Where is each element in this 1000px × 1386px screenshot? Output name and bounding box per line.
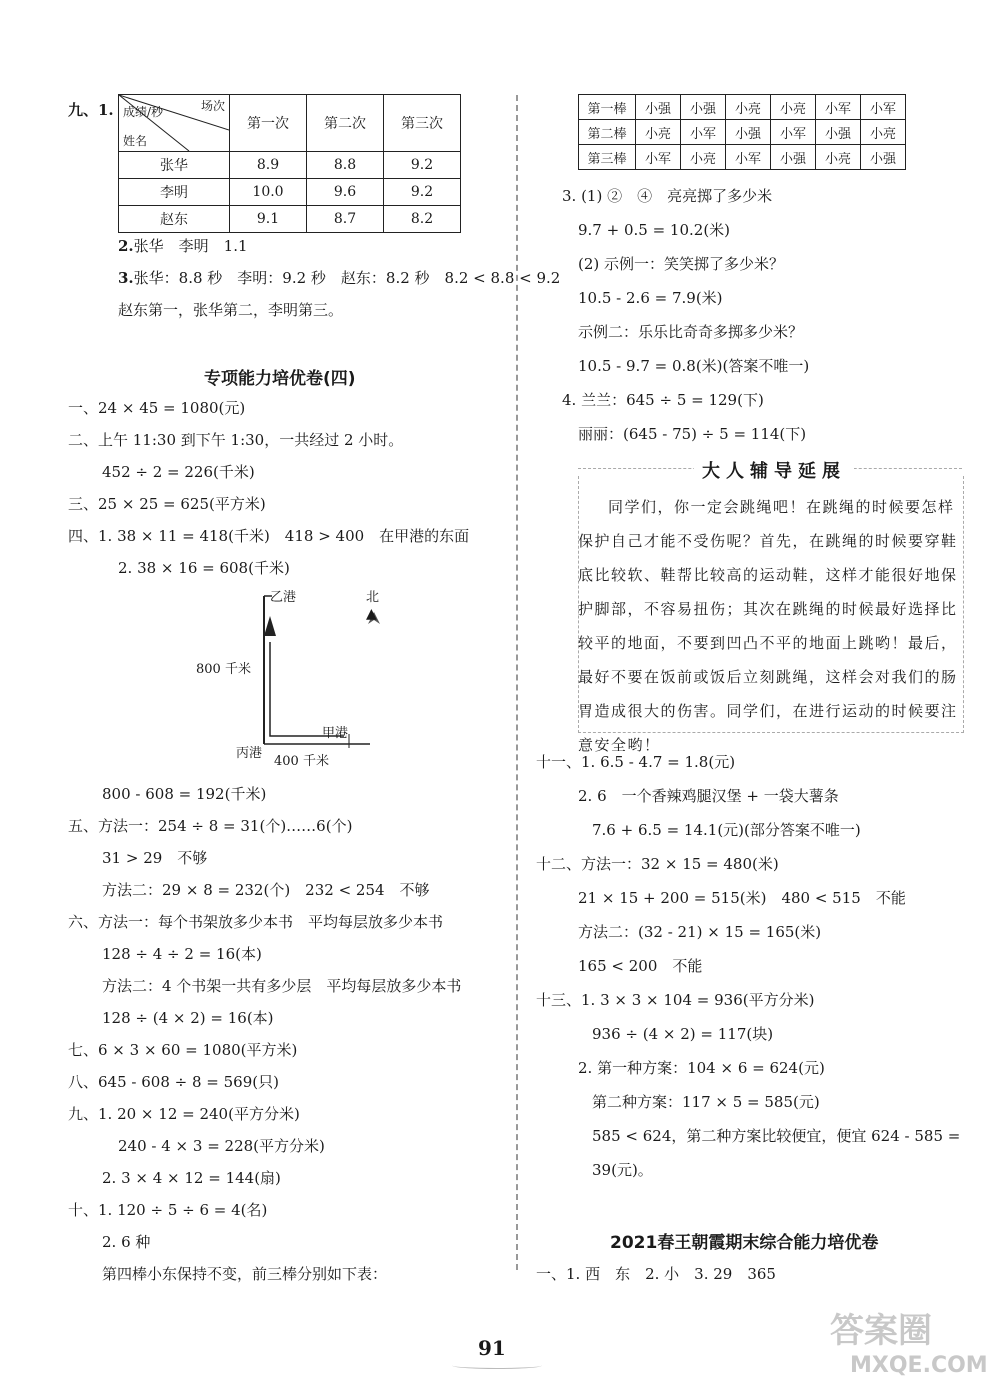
answer-line: 十二、方法一：32 × 15 = 480(米) (536, 855, 779, 873)
answer-line: (2) 示例一：笑笑掷了多少米？ (578, 255, 785, 273)
answer-line: 10.5 - 9.7 = 0.8(米)(答案不唯一) (578, 357, 810, 375)
vertical-distance-label: 800 千米 (196, 662, 251, 677)
header-cell: 第三次 (384, 95, 461, 152)
value-cell: 9.1 (230, 206, 307, 233)
header-cell: 第一次 (230, 95, 307, 152)
answer-line: 3.张华：8.8 秒 李明：9.2 秒 赵东：8.2 秒 8.2 < 8.8 < 9.2 (118, 269, 561, 287)
tips-box-title: 大人辅导延展 (694, 457, 854, 483)
value-cell: 8.7 (307, 206, 384, 233)
table-row (119, 179, 461, 206)
value-cell: 8.8 (307, 152, 384, 179)
value-cell: 小亮 (726, 95, 771, 120)
answer-line: 2.张华 李明 1.1 (118, 237, 248, 255)
value-cell: 小军 (726, 145, 771, 170)
value-cell: 小亮 (636, 120, 681, 145)
jia-port-label: 甲港 (322, 726, 349, 741)
name-cell: 李明 (119, 179, 230, 206)
answer-line: 一、1. 西 东 2. 小 3. 29 365 (536, 1265, 776, 1283)
row-label: 第三棒 (579, 145, 636, 170)
answer-line: 方法二：29 × 8 = 232(个) 232 < 254 不够 (102, 881, 430, 899)
value-cell: 小军 (681, 120, 726, 145)
answer-line: 800 - 608 = 192(千米) (102, 785, 267, 803)
value-cell: 10.0 (230, 179, 307, 206)
answer-line: 八、645 - 608 ÷ 8 = 569(只) (68, 1073, 279, 1091)
answer-line: 3. (1) ② ④ 亮亮掷了多少米 (562, 187, 773, 205)
name-cell: 张华 (119, 152, 230, 179)
value-cell: 小强 (681, 95, 726, 120)
value-cell: 小强 (861, 145, 906, 170)
page-number-ornament (452, 1362, 542, 1369)
value-cell: 9.2 (384, 152, 461, 179)
yi-port-label: 乙港 (270, 590, 297, 605)
corner-mid-label: 成绩/秒 (123, 105, 164, 119)
value-cell: 8.2 (384, 206, 461, 233)
answer-line: 2. 38 × 16 = 608(千米) (118, 559, 290, 577)
answer-line: 9.7 + 0.5 = 10.2(米) (578, 221, 731, 239)
bing-port-label: 丙港 (236, 746, 263, 761)
section-title: 专项能力培优卷(四) (204, 369, 356, 389)
value-cell: 小亮 (771, 95, 816, 120)
answer-line: 九、1. 20 × 12 = 240(平方分米) (68, 1105, 300, 1123)
north-label: 北 (366, 590, 380, 605)
watermark-logo (820, 1300, 990, 1380)
score-table (118, 94, 461, 233)
answer-line: 2. 第一种方案：104 × 6 = 624(元) (578, 1059, 825, 1077)
north-arrow-icon: ▲ (366, 606, 377, 622)
row-label: 第二棒 (579, 120, 636, 145)
relay-table (578, 94, 906, 170)
value-cell: 小军 (771, 120, 816, 145)
answer-line: 二、上午 11:30 到下午 1:30，一共经过 2 小时。 (68, 431, 404, 449)
page-number: 91 (478, 1336, 506, 1360)
table-row (579, 120, 906, 145)
answer-line: 四、1. 38 × 11 = 418(千米) 418 > 400 在甲港的东面 (68, 527, 470, 545)
value-cell: 小强 (726, 120, 771, 145)
answer-line: 7.6 + 6.5 = 14.1(元)(部分答案不唯一) (592, 821, 861, 839)
answer-line: 2. 6 种 (102, 1233, 151, 1251)
row-label: 第一棒 (579, 95, 636, 120)
table-corner-cell (119, 95, 230, 152)
answer-line: 赵东第一，张华第二，李明第三。 (118, 301, 344, 319)
answer-line: 128 ÷ (4 × 2) = 16(本) (102, 1009, 274, 1027)
q9-1-label: 九、1. (68, 101, 114, 119)
answer-line: 十一、1. 6.5 - 4.7 = 1.8(元) (536, 753, 736, 771)
answer-line: 丽丽：(645 - 75) ÷ 5 = 114(下) (578, 425, 807, 443)
corner-bottom-label: 姓名 (123, 134, 148, 148)
corner-top-label: 场次 (200, 99, 225, 113)
answer-line: 39(元)。 (592, 1161, 653, 1179)
answer-line: 示例二：乐乐比奇奇多掷多少米？ (578, 323, 804, 341)
answer-line: 七、6 × 3 × 60 = 1080(平方米) (68, 1041, 298, 1059)
value-cell: 小亮 (816, 145, 861, 170)
name-cell: 赵东 (119, 206, 230, 233)
answer-line: 第二种方案：117 × 5 = 585(元) (592, 1093, 820, 1111)
answer-line: 十、1. 120 ÷ 5 ÷ 6 = 4(名) (68, 1201, 268, 1219)
value-cell: 小军 (816, 95, 861, 120)
answer-line: 第四棒小东保持不变，前三棒分别如下表： (102, 1265, 388, 1283)
value-cell: 小强 (816, 120, 861, 145)
answer-line: 585 < 624，第二种方案比较便宜，便宜 624 - 585 = (592, 1127, 961, 1145)
value-cell: 小军 (861, 95, 906, 120)
answer-line: 4. 兰兰：645 ÷ 5 = 129(下) (562, 391, 764, 409)
tips-paragraph: 同学们，你一定会跳绳吧！在跳绳的时候要怎样保护自己才能不受伤呢？首先，在跳绳的时候要穿鞋底比较软、鞋帮比较高的运动鞋，这样才能很好地保护脚部，不容易扭伤；其次在跳绳的时候最好选择比较平的地面，不要到凹凸不平的地面上跳哟！最后，最好不要在饭前或饭后立刻跳绳，这样会对我们的肠胃造成很大的伤害。同学们，在进行运动的时候要注意安全哟！ (578, 498, 958, 754)
answer-line: 六、方法一：每个书架放多少本书 平均每层放多少本书 (68, 913, 444, 931)
table-row (579, 145, 906, 170)
horizontal-distance-label: 400 千米 (274, 754, 329, 769)
answer-line: 十三、1. 3 × 3 × 104 = 936(平方分米) (536, 991, 815, 1009)
answer-line: 165 < 200 不能 (578, 957, 703, 975)
table-row (579, 95, 906, 120)
answer-line: 2. 6 一个香辣鸡腿汉堡 + 一袋大薯条 (578, 787, 839, 805)
answer-line: 方法二：4 个书架一共有多少层 平均每层放多少本书 (102, 977, 462, 995)
answer-line: 方法二：(32 - 21) × 15 = 165(米) (578, 923, 822, 941)
answer-line: 三、25 × 25 = 625(平方米) (68, 495, 266, 513)
answer-line: 10.5 - 2.6 = 7.9(米) (578, 289, 723, 307)
value-cell: 小亮 (681, 145, 726, 170)
answer-line: 240 - 4 × 3 = 228(平方分米) (118, 1137, 325, 1155)
answer-line: 128 ÷ 4 ÷ 2 = 16(本) (102, 945, 262, 963)
answer-line: 936 ÷ (4 × 2) = 117(块) (592, 1025, 774, 1043)
answer-line: 五、方法一：254 ÷ 8 = 31(个)……6(个) (68, 817, 353, 835)
table-row (119, 206, 461, 233)
svg-text:MXQE.COM: MXQE.COM (850, 1353, 988, 1378)
answer-line: 一、24 × 45 = 1080(元) (68, 399, 246, 417)
svg-text:答案圈: 答案圈 (830, 1311, 932, 1351)
answer-line: 21 × 15 + 200 = 515(米) 480 < 515 不能 (578, 889, 906, 907)
answer-line: 31 > 29 不够 (102, 849, 208, 867)
answer-line: 2. 3 × 4 × 12 = 144(扇) (102, 1169, 281, 1187)
header-cell: 第二次 (307, 95, 384, 152)
table-row (119, 152, 461, 179)
value-cell: 小强 (771, 145, 816, 170)
final-exam-title: 2021春王朝霞期末综合能力培优卷 (610, 1233, 879, 1253)
value-cell: 小军 (636, 145, 681, 170)
route-diagram (230, 586, 380, 756)
value-cell: 小强 (636, 95, 681, 120)
answer-line: 452 ÷ 2 = 226(千米) (102, 463, 255, 481)
value-cell: 9.2 (384, 179, 461, 206)
value-cell: 小亮 (861, 120, 906, 145)
value-cell: 8.9 (230, 152, 307, 179)
value-cell: 9.6 (307, 179, 384, 206)
